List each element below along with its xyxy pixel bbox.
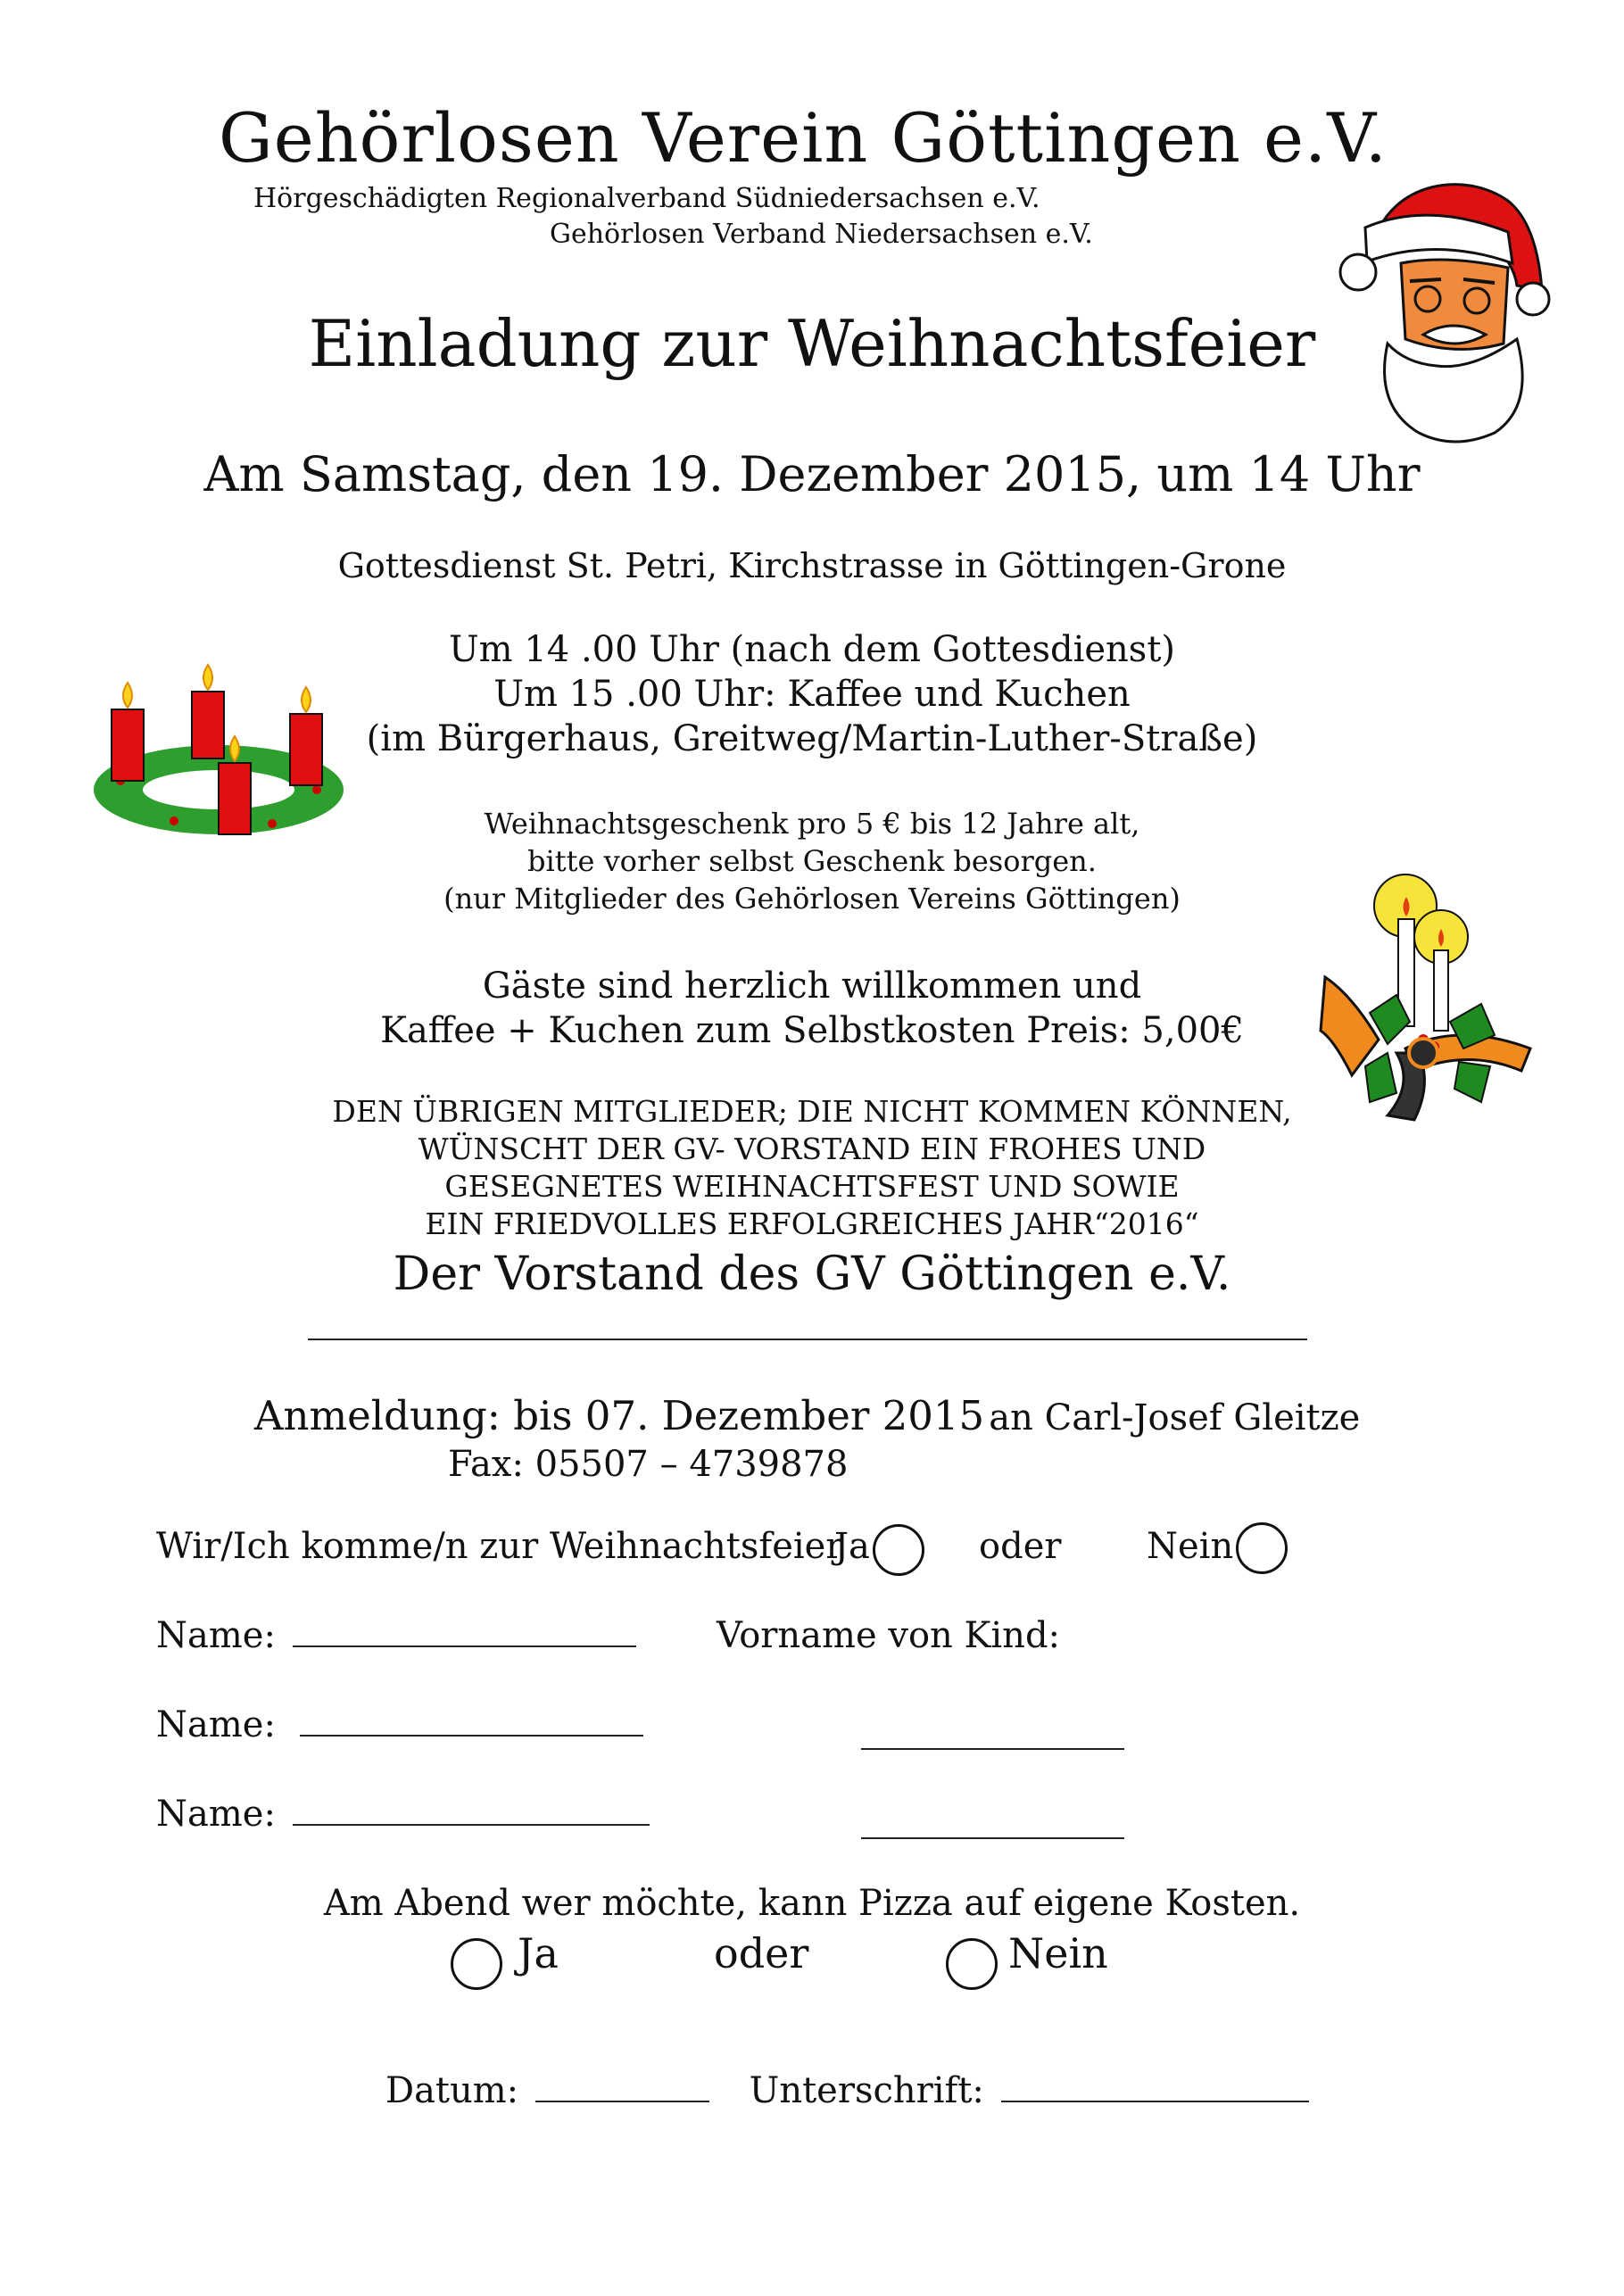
attend-no-radio[interactable] [1236,1522,1288,1574]
registration-deadline: Anmeldung: bis 07. Dezember 2015 [254,1392,985,1439]
sub-org-1: Hörgeschädigten Regionalverband Südniedersachsen e.V. [253,183,1040,214]
pizza-or-label: oder [714,1929,809,1977]
pizza-no-radio[interactable] [946,1938,998,1990]
date-field[interactable] [535,2070,709,2102]
signature-field[interactable] [1001,2070,1309,2102]
greeting-line: GESEGNETES WEIHNACHTSFEST UND SOWIE [444,1169,1180,1204]
pizza-yes-radio[interactable] [451,1938,502,1990]
signature-label: Unterschrift: [749,2070,984,2111]
name-label: Name: [156,1704,276,1745]
invitation-heading: Einladung zur Weihnachtsfeier [308,306,1316,381]
pizza-no-label: Nein [1008,1929,1108,1977]
gift-line: bitte vorher selbst Geschenk besorgen. [527,844,1097,878]
name-row-1 [156,1615,636,1656]
sub-org-2: Gehörlosen Verband Niedersachsen e.V. [550,219,1093,250]
name-row-3 [156,1794,650,1835]
pizza-choice-row [446,1929,1160,1992]
pizza-question: Am Abend wer möchte, kann Pizza auf eigene Kosten. [323,1883,1301,1924]
greeting-line: DEN ÜBRIGEN MITGLIEDER; DIE NICHT KOMMEN KÖNNEN, [332,1094,1292,1129]
name-field[interactable] [300,1704,643,1737]
guest-line: Kaffee + Kuchen zum Selbstkosten Preis: 5,00€ [380,1010,1244,1051]
name-label: Name: [156,1794,276,1835]
schedule-block [0,627,1624,761]
child-name-field[interactable] [861,1718,1124,1750]
club-title: Gehörlosen Verein Göttingen e.V. [219,98,1388,178]
name-row-2 [156,1704,643,1745]
date-signature-row [385,2070,1309,2111]
board-signature: Der Vorstand des GV Göttingen e.V. [393,1247,1231,1301]
pizza-yes-label: Ja [518,1929,559,1977]
attend-or-label: oder [979,1526,1062,1567]
gift-line: (nur Mitglieder des Gehörlosen Vereins Göttingen) [443,882,1181,916]
registration-line [254,1392,1360,1439]
guest-line: Gäste sind herzlich willkommen und [482,966,1142,1007]
attendance-question: Wir/Ich komme/n zur Weihnachtsfeier [156,1526,843,1567]
child-name-field[interactable] [861,1807,1124,1839]
schedule-line: Um 15 .00 Uhr: Kaffee und Kuchen [493,674,1131,715]
date-label: Datum: [385,2070,519,2111]
event-date: Am Samstag, den 19. Dezember 2015, um 14 Uhr [203,446,1421,502]
name-field[interactable] [293,1615,636,1647]
guest-info [0,964,1624,1053]
divider [308,1339,1307,1340]
greeting-line: EIN FRIEDVOLLES ERFOLGREICHES JAHR“2016“ [425,1206,1199,1241]
schedule-line: Um 14 .00 Uhr (nach dem Gottesdienst) [448,629,1176,670]
service-location: Gottesdienst St. Petri, Kirchstrasse in Göttingen-Grone [337,546,1287,585]
greeting-block [0,1093,1624,1243]
gift-line: Weihnachtsgeschenk pro 5 € bis 12 Jahre alt, [484,807,1140,841]
name-field[interactable] [293,1794,650,1826]
greeting-line: WÜNSCHT DER GV- VORSTAND EIN FROHES UND [418,1131,1206,1166]
fax-number: Fax: 05507 – 4739878 [448,1444,849,1485]
child-name-label: Vorname von Kind: [717,1615,1061,1656]
schedule-line: (im Bürgerhaus, Greitweg/Martin-Luther-Straße) [366,718,1258,759]
attend-yes-radio[interactable] [873,1524,924,1576]
attend-no-label: Nein [1147,1526,1234,1567]
attend-yes-label: Ja [834,1526,870,1567]
registration-contact: an Carl-Josef Gleitze [989,1397,1361,1438]
attendance-row [156,1526,1316,1567]
name-label: Name: [156,1615,276,1656]
